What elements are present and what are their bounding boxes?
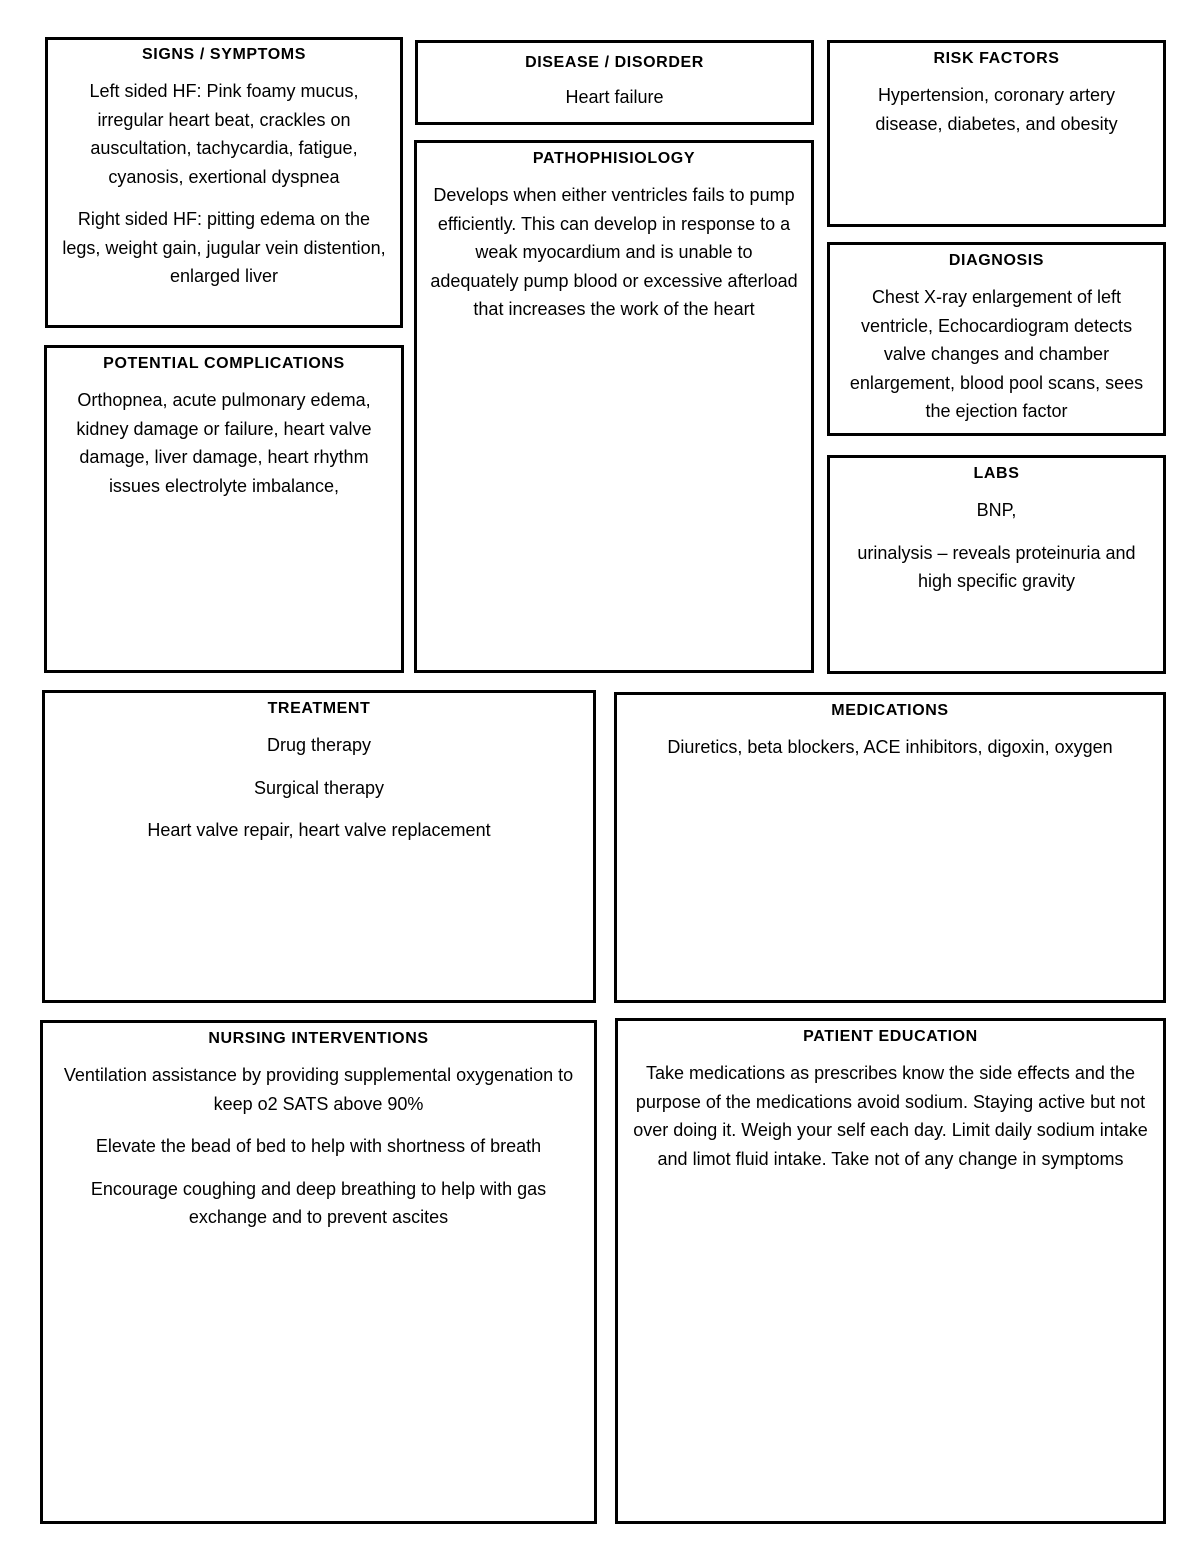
nursing-interventions-box [40, 1020, 597, 1524]
medications-box [614, 692, 1166, 1003]
medications-title: MEDICATIONS [831, 702, 949, 719]
disease-disorder-box [415, 40, 814, 125]
treatment-surgical-therapy: Surgical therapy [253, 777, 385, 798]
nursing-interventions-title: NURSING INTERVENTIONS [208, 1030, 429, 1047]
disease-disorder-text: Heart failure [565, 87, 664, 107]
potential-complications-box [44, 345, 404, 673]
patient-education-text: Take medications as prescribes know the side effects and the purpose of the medications avoid sodium. Staying active but not over doing it. Weigh your self each day. Limit daily sodium intake and limot fluid intake. Take not of any change in symptoms [633, 1063, 1148, 1169]
treatment-box [42, 690, 596, 1003]
risk-factors-box [827, 40, 1166, 227]
labs-bnp: BNP, [976, 500, 1017, 520]
medications-text: Diuretics, beta blockers, ACE inhibitors, digoxin, oxygen [667, 737, 1113, 757]
nursing-interventions-elevate: Elevate the bead of bed to help with shortness of breath [95, 1136, 542, 1156]
patient-education-title: PATIENT EDUCATION [803, 1028, 978, 1045]
pathophysiology-title: PATHOPHISIOLOGY [532, 150, 696, 167]
diagnosis-text: Chest X-ray enlargement of left ventricle, Echocardiogram detects valve changes and chamber enlargement, blood pool scans, sees the ejection factor [849, 287, 1144, 421]
patient-education-box [615, 1018, 1166, 1524]
diagnosis-title: DIAGNOSIS [948, 252, 1045, 269]
potential-complications-text: Orthopnea, acute pulmonary edema, kidney damage or failure, heart valve damage, liver damage, heart rhythm issues electrolyte imbalance, [76, 390, 372, 496]
risk-factors-text: Hypertension, coronary artery disease, diabetes, and obesity [875, 85, 1118, 134]
signs-symptoms-title: SIGNS / SYMPTOMS [142, 46, 306, 63]
treatment-valve: Heart valve repair, heart valve replacement [147, 820, 491, 840]
signs-symptoms-right-hf: Right sided HF: pitting edema on the legs, weight gain, jugular vein distention, enlarged liver [62, 209, 386, 286]
nursing-interventions-coughing: Encourage coughing and deep breathing to help with gas exchange and to prevent ascites [90, 1178, 547, 1227]
pathophysiology-text: Develops when either ventricles fails to pump efficiently. This can develop in response to a weak myocardium and is unable to adequately pump blood or excessive afterload that increases the work of the heart [430, 185, 798, 319]
diagnosis-box [827, 242, 1166, 436]
pathophysiology-box [414, 140, 814, 673]
disease-disorder-title: DISEASE / DISORDER [525, 54, 704, 71]
risk-factors-title: RISK FACTORS [933, 50, 1060, 67]
labs-urinalysis: urinalysis – reveals proteinuria and high specific gravity [857, 542, 1136, 591]
labs-title: LABS [973, 465, 1020, 482]
signs-symptoms-box [45, 37, 403, 328]
treatment-drug-therapy: Drug therapy [266, 735, 372, 755]
nursing-interventions-ventilation: Ventilation assistance by providing supplemental oxygenation to keep o2 SATS above 90% [63, 1065, 574, 1114]
signs-symptoms-left-hf: Left sided HF: Pink foamy mucus, irregular heart beat, crackles on auscultation, tachycardia, fatigue, cyanosis, exertional dyspnea [89, 81, 359, 187]
potential-complications-title: POTENTIAL COMPLICATIONS [103, 355, 345, 372]
treatment-title: TREATMENT [267, 700, 371, 717]
labs-box [827, 455, 1166, 674]
